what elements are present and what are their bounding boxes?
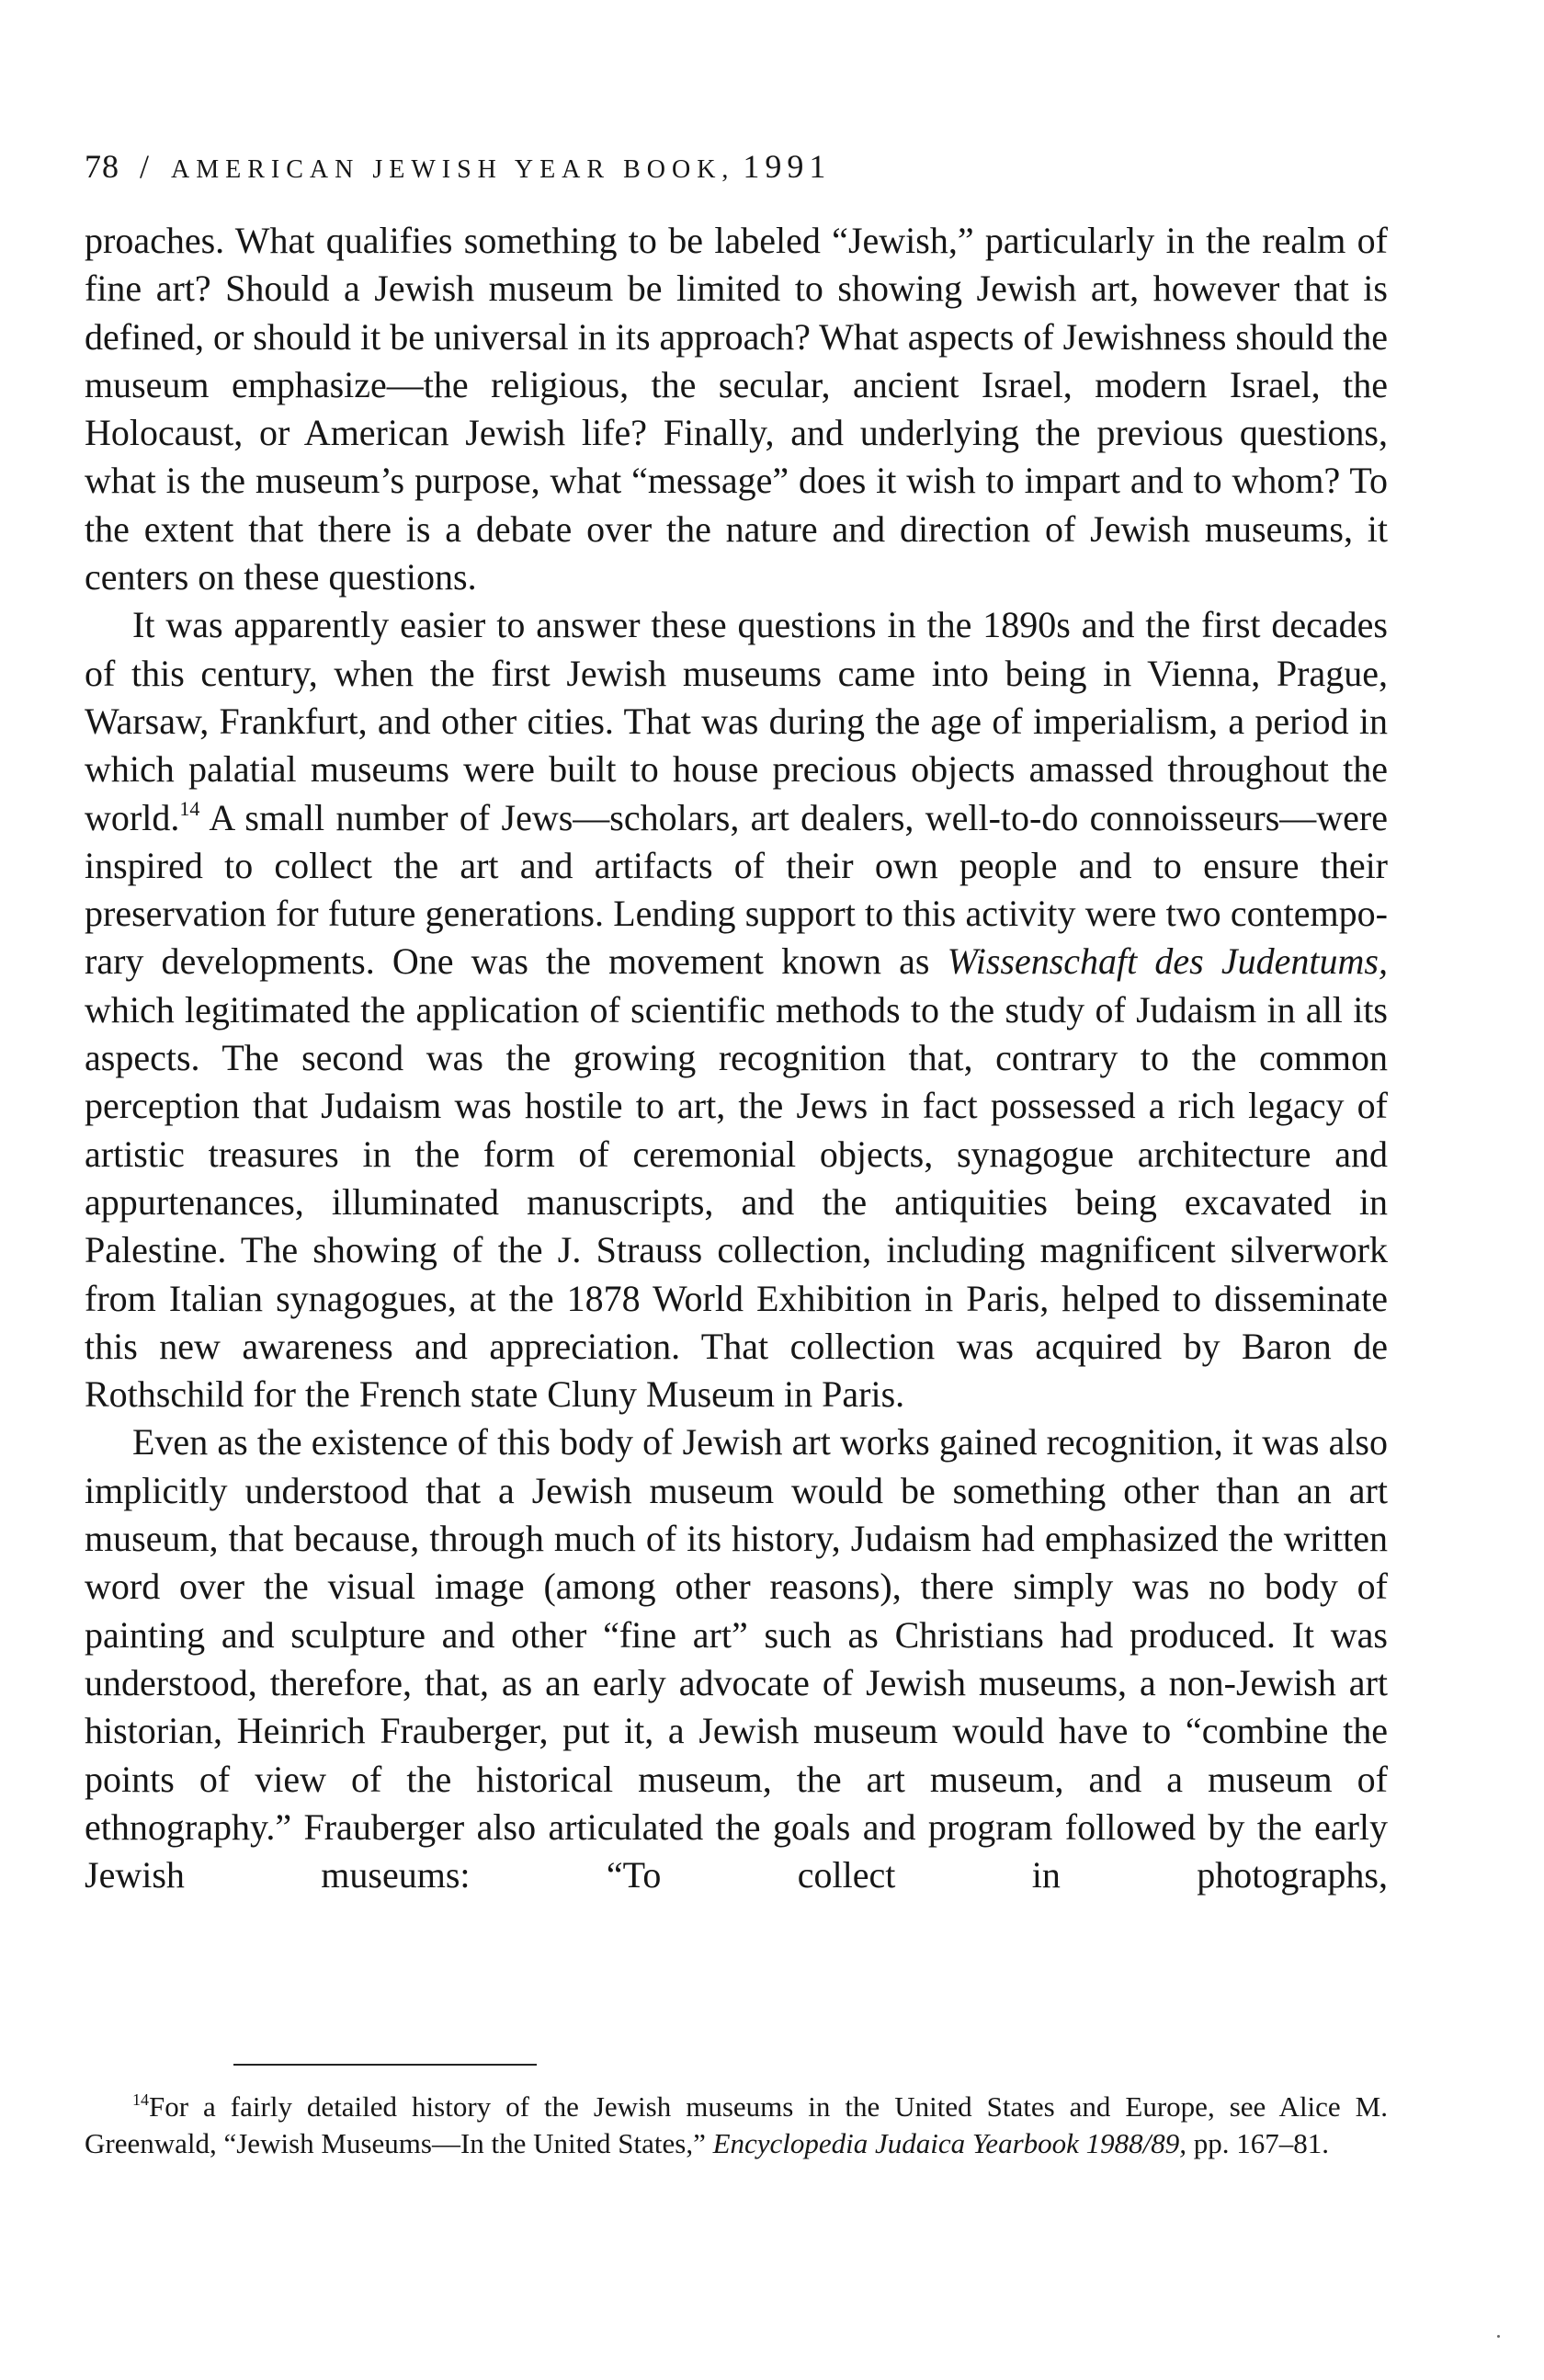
footnote-reference: 14 [179, 796, 200, 820]
paragraph-text: A small number of Jews—scholars, art dealers, well-to-do connoisseurs—were inspired to collect the art and artifacts of their own people and to ensure their preservation for future generations. Lending support to this activity were two contemporary developments. One was the movement known as [85, 796, 1388, 983]
footnote-text: For a fairly detailed history of the Jewish museums in the United States and Europe, see Alice M. Greenwald, “Jewish Museums—In the United States,” [85, 2090, 1388, 2159]
paragraph-1 [85, 217, 1388, 601]
body-text [85, 217, 1388, 1899]
page-number: 78 [85, 148, 119, 185]
paragraph-text: It was apparently easier to answer these questions in the 1890s and the first decades of this century, when the first Jewish museums came into being in Vienna, Prague, Warsaw, Frankfurt, and other cities. That was during the age of imperialism, a period in which palatial museums were built to house precious objects amassed throughout the world. [85, 604, 1388, 838]
paragraph-2 [85, 601, 1388, 1418]
scan-speck [1497, 2335, 1500, 2338]
paragraph-3 [85, 1418, 1388, 1899]
running-head-separator: / [140, 148, 150, 185]
footnote-text: pp. 167–81. [1186, 2127, 1329, 2159]
paragraph-text: Even as the existence of this body of Jewish art works gained recognition, it was also implicitly understood that a Jewish museum would be something other than an art museum, that because, through much of its history, Judaism had emphasized the written word over the visual image (among other reasons), there simply was no body of painting and sculpture and other “fine art” such as Christians had produced. It was understood, therefore, that, as an early advocate of Jewish museums, a non-Jewish art historian, Heinrich Frauberger, put it, a Jewish museum would have to “combine the points of view of the historical museum, the art museum, and a museum of ethnography.” Frauberger also articulated the goals and program followed by the early Jewish museums: “To collect in photographs, [85, 1421, 1388, 1896]
paragraph-text: proaches. What qualifies something to be labeled “Jewish,” particularly in the realm of fine art? Should a Jewish museum be limited to showing Jewish art, however that is defined, or should it be universal in its approach? What aspects of Jewishness should the museum emphasize—the religious, the secular, ancient Israel, modern Israel, the Holocaust, or American Jewish life? Finally, and underlying the previous questions, what is the museum’s purpose, what “message” does it wish to impart and to whom? To the extent that there is a debate over the nature and direction of Jewish museums, it centers on these questions. [85, 220, 1388, 598]
footnote [85, 2089, 1388, 2162]
footnote-14 [85, 2089, 1388, 2162]
running-head [85, 147, 831, 189]
footnote-marker: 14 [132, 2090, 149, 2109]
footnote-divider [233, 2064, 537, 2066]
paragraph-text: which legitimated the application of scientific methods to the study of Judaism in all its aspects. The second was the growing recognition that, contrary to the common perception that Judaism was hostile to art, the Jews in fact possessed a rich legacy of artistic treasures in the form of ceremonial objects, synagogue architecture and appurtenances, illuminated manuscripts, and the antiquities being excavated in Palestine. The showing of the J. Strauss collection, including magnificent silverwork from Italian synagogues, at the 1878 World Exhibition in Paris, helped to disseminate this new awareness and appreciation. That collection was acquired by Baron de Rothschild for the French state Cluny Museum in Paris. [85, 988, 1388, 1416]
book-year: 1991 [743, 148, 832, 185]
footnote-italic-title: Encyclopedia Judaica Yearbook 1988/89, [712, 2127, 1186, 2159]
book-title: AMERICAN JEWISH YEAR BOOK, [171, 155, 735, 184]
italic-term: Wissenschaft des Judentums, [947, 940, 1388, 983]
